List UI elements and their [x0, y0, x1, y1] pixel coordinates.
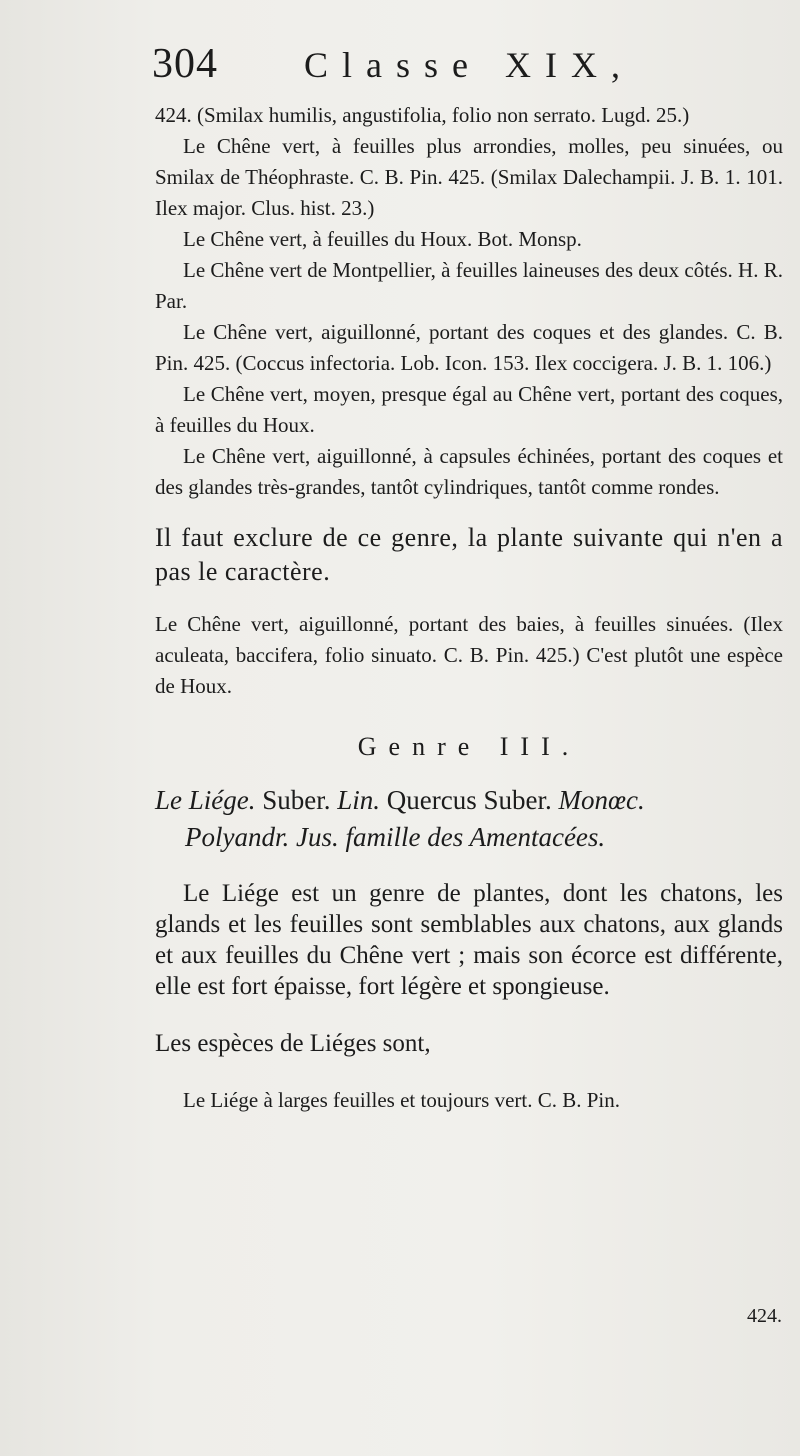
- jus-label: Jus.: [296, 822, 339, 852]
- paragraph-species: Le Chêne vert, moyen, presque égal au Chêne vert, portant des coques, à feuilles du Houx.: [155, 382, 783, 437]
- paragraph-species: Le Chêne vert, aiguillonné, portant des coques et des glandes. C. B. Pin. 425. (Coccus infectoria. Lob. Icon. 153. Ilex coccigera. J. B. 1. 106.): [155, 320, 783, 375]
- liege-heading: [155, 782, 783, 856]
- lin-label: Lin.: [337, 785, 381, 815]
- last-entry: Le Liége à larges feuilles et toujours vert. C. B. Pin.: [183, 1088, 621, 1112]
- paragraph-synonym: 424. (Smilax humilis, angustifolia, folio non serrato. Lugd. 25.): [155, 103, 690, 127]
- catchword: 424.: [747, 1305, 782, 1327]
- lin-name: Quercus Suber.: [386, 785, 552, 815]
- paragraph-species: Le Chêne vert, à feuilles plus arrondies, molles, peu sinuées, ou Smilax de Théophraste. C. B. Pin. 425. (Smilax Dalechampii. J. B. 1. 101. Ilex major. Clus. hist. 23.): [155, 134, 783, 220]
- exclusion-note: Il faut exclure de ce genre, la plante suivante qui n'en a pas le caractère.: [155, 523, 783, 586]
- liege-class: Monœc.: [558, 785, 645, 815]
- liege-name-lat: Suber.: [262, 785, 331, 815]
- liege-name-fr: Le Liége.: [155, 785, 256, 815]
- paragraph-species: Le Chêne vert, aiguillonné, à capsules échinées, portant des coques et des glandes très-grandes, tantôt cylindriques, tantôt comme rondes.: [155, 444, 783, 499]
- liege-description: Le Liége est un genre de plantes, dont les chatons, les glands et les feuilles sont semblables aux chatons, aux glands et aux feuilles du Chêne vert ; mais son écorce est différente, elle est fort épaisse, fort légère et spongieuse.: [155, 880, 783, 1000]
- page-header: [152, 40, 792, 96]
- excluded-plant: Le Chêne vert, aiguillonné, portant des baies, à feuilles sinuées. (Ilex aculeata, baccifera, folio sinuato. C. B. Pin. 425.) C'est plutôt une espèce de Houx.: [155, 612, 783, 698]
- page-body: [155, 100, 783, 1116]
- genre-heading: Genre III.: [357, 732, 581, 761]
- liege-class2: Polyandr.: [185, 822, 290, 852]
- species-heading: Les espèces de Liéges sont,: [155, 1030, 431, 1057]
- page-number: 304: [152, 41, 218, 87]
- paragraph-species: Le Chêne vert, à feuilles du Houx. Bot. Monsp.: [183, 227, 582, 251]
- liege-family: famille des Amentacées.: [345, 822, 606, 852]
- paragraph-species: Le Chêne vert de Montpellier, à feuilles laineuses des deux côtés. H. R. Par.: [155, 258, 783, 313]
- running-head: Classe XIX,: [304, 45, 634, 85]
